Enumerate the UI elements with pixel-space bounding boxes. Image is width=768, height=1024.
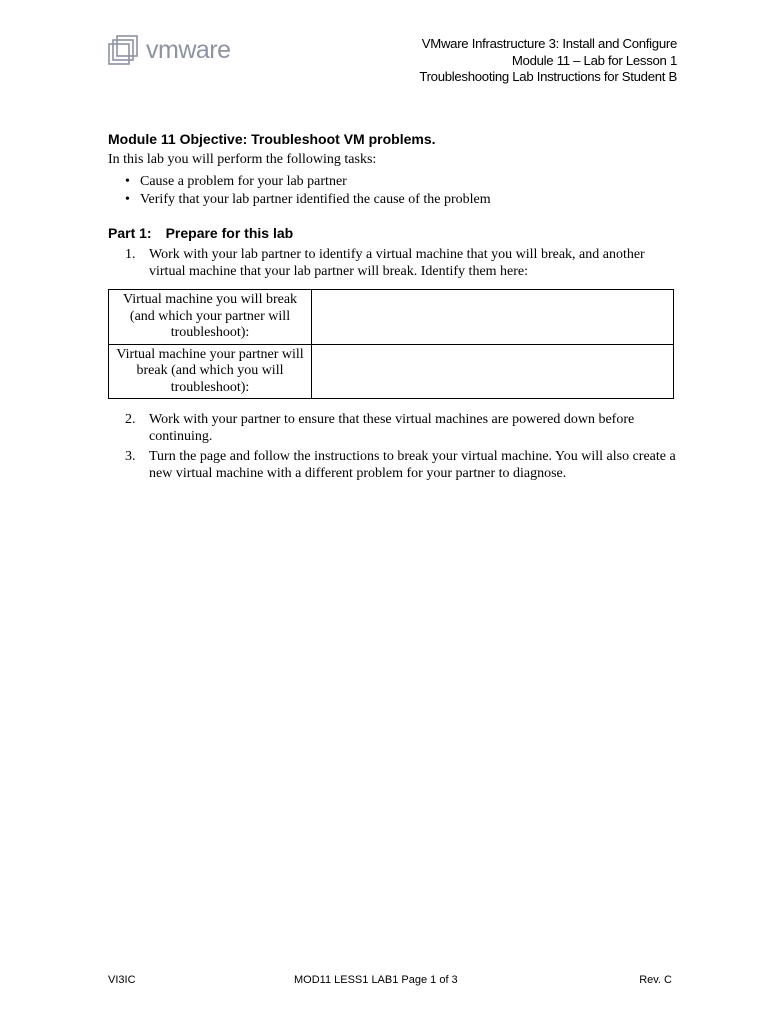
task-list — [108, 173, 491, 209]
footer-course-code: VI3IC — [108, 974, 136, 986]
task-list-item — [108, 173, 491, 191]
task-list-item — [108, 191, 491, 209]
document-header — [419, 36, 677, 86]
footer-page-info: MOD11 LESS1 LAB1 Page 1 of 3 — [294, 974, 458, 986]
vmware-logo-text: vmware — [146, 36, 231, 64]
table-row — [109, 290, 674, 345]
step-number: 1. — [125, 247, 136, 262]
table-row — [109, 344, 674, 399]
step-item — [108, 246, 678, 280]
part-label: Part 1: — [108, 225, 152, 241]
header-module: Module 11 – Lab for Lesson 1 — [511, 52, 677, 68]
step-item — [108, 411, 678, 445]
table-row-label: Virtual machine your partner will break (and which you will troubleshoot): — [109, 344, 312, 399]
bullet-icon: • — [125, 192, 130, 207]
part-title: Prepare for this lab — [165, 225, 294, 241]
module-objective-heading: Module 11 Objective: Troubleshoot VM problems. — [108, 131, 436, 147]
task-text: Cause a problem for your lab partner — [140, 174, 347, 189]
step-text: Work with your partner to ensure that these virtual machines are powered down before continuing. — [149, 412, 635, 444]
header-course-title: VMware Infrastructure 3: Install and Configure — [421, 36, 677, 51]
vm-identification-table — [108, 289, 674, 399]
step-text: Turn the page and follow the instructions to break your virtual machine. You will also create a new virtual machine with a different problem for your partner to diagnose. — [149, 449, 676, 481]
table-entry-cell[interactable] — [312, 344, 674, 399]
step-item — [108, 448, 678, 482]
step-text: Work with your lab partner to identify a virtual machine that you will break, and another virtual machine that your lab partner will break. Identify them here: — [149, 247, 645, 279]
vmware-logo — [108, 34, 248, 70]
footer-revision: Rev. C — [639, 974, 672, 986]
step-number: 3. — [125, 449, 136, 464]
table-row-label: Virtual machine you will break (and which your partner will troubleshoot): — [109, 290, 312, 345]
intro-text: In this lab you will perform the following tasks: — [108, 152, 377, 167]
vmware-logo-icon — [108, 34, 144, 70]
step-number: 2. — [125, 412, 136, 427]
header-lab-title: Troubleshooting Lab Instructions for Student B — [419, 69, 677, 84]
bullet-icon: • — [125, 174, 130, 189]
part-heading — [108, 225, 293, 241]
table-entry-cell[interactable] — [312, 290, 674, 345]
task-text: Verify that your lab partner identified the cause of the problem — [140, 192, 491, 207]
